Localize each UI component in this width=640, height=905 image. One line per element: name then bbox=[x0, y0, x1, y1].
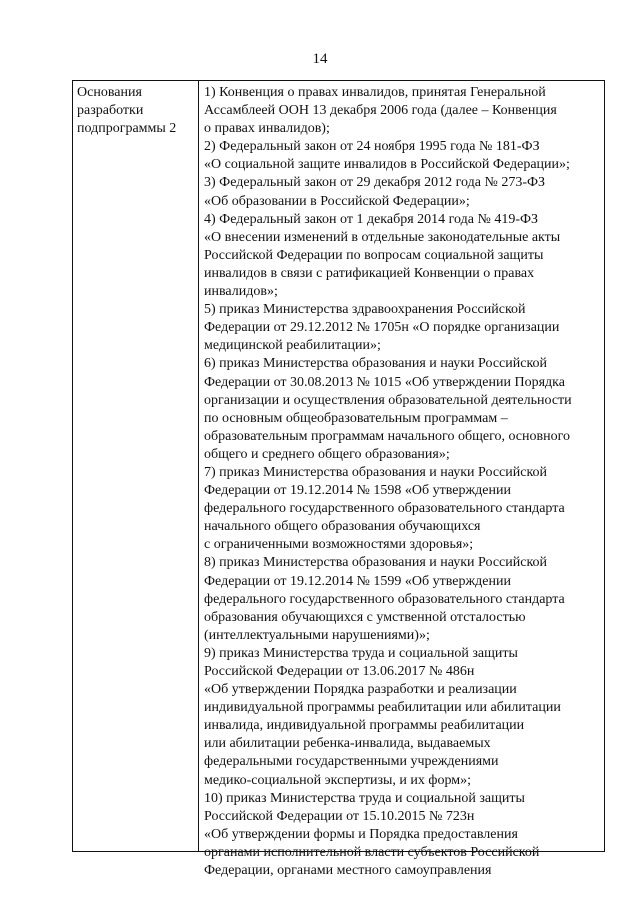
content-line: по основным общеобразовательным программам – bbox=[204, 410, 508, 426]
content-line: образования обучающихся с умственной отсталостью bbox=[204, 609, 526, 625]
content-line: Ассамблеей ООН 13 декабря 2006 года (далее – Конвенция bbox=[204, 103, 557, 119]
content-line: Федерации от 29.12.2012 № 1705н «О порядке организации bbox=[204, 320, 560, 336]
content-line: органами исполнительной власти субъектов Российской bbox=[204, 844, 540, 860]
content-line: 5) приказ Министерства здравоохранения Российской bbox=[204, 302, 526, 318]
content-line: индивидуальной программы реабилитации или абилитации bbox=[204, 700, 561, 716]
content-line: 3) Федеральный закон от 29 декабря 2012 года № 273-ФЗ bbox=[204, 175, 546, 191]
content-line: образовательным программам начального общего, основного bbox=[204, 428, 571, 444]
content-line: медицинской реабилитации»; bbox=[204, 338, 381, 354]
content-line: 7) приказ Министерства образования и науки Российской bbox=[204, 464, 548, 480]
content-line: Российской Федерации по вопросам социальной защиты bbox=[204, 247, 544, 263]
content-line: «О внесении изменений в отдельные законодательные акты bbox=[204, 229, 561, 245]
content-line: начального общего образования обучающихся bbox=[204, 519, 481, 535]
content-line: «Об образовании в Российской Федерации»; bbox=[204, 193, 470, 209]
content-line: 1) Конвенция о правах инвалидов, принятая Генеральной bbox=[204, 85, 546, 100]
content-line: федерального государственного образовательного стандарта bbox=[204, 591, 565, 607]
content-line: Федерации от 30.08.2013 № 1015 «Об утверждении Порядка bbox=[204, 374, 565, 390]
content-line: инвалида, индивидуальной программы реабилитации bbox=[204, 718, 525, 734]
content-line: (интеллектуальными нарушениями)»; bbox=[204, 627, 430, 643]
content-line: инвалидов»; bbox=[204, 284, 278, 300]
label-line: Основания bbox=[77, 85, 142, 100]
content-line: федеральными государственными учреждениями bbox=[204, 754, 499, 770]
content-line: о правах инвалидов); bbox=[204, 121, 330, 137]
content-line: Российской Федерации от 13.06.2017 № 486н bbox=[204, 664, 475, 679]
label-line: подпрограммы 2 bbox=[77, 121, 177, 136]
content-line: 4) Федеральный закон от 1 декабря 2014 года № 419-ФЗ bbox=[204, 211, 539, 227]
content-line: «О социальной защите инвалидов в Российской Федерации»; bbox=[204, 157, 570, 173]
content-line: Федерации, органами местного самоуправления bbox=[204, 863, 492, 879]
content-line: Федерации от 19.12.2014 № 1599 «Об утверждении bbox=[204, 573, 511, 589]
content-line: федерального государственного образовательного стандарта bbox=[204, 501, 565, 517]
content-line: 9) приказ Министерства труда и социальной защиты bbox=[204, 645, 518, 661]
table-label-cell bbox=[73, 81, 199, 851]
document-table bbox=[72, 80, 605, 879]
content-line: или абилитации ребенка-инвалида, выдаваемых bbox=[204, 736, 491, 752]
content-line: медико-социальной экспертизы, и их форм»; bbox=[204, 772, 471, 788]
content-line: 2) Федеральный закон от 24 ноября 1995 года № 181-ФЗ bbox=[204, 139, 540, 155]
page-number: 14 bbox=[312, 51, 328, 67]
table-content-cell bbox=[199, 81, 604, 879]
content-line: 8) приказ Министерства образования и науки Российской bbox=[204, 555, 548, 571]
content-line: с ограниченными возможностями здоровья»; bbox=[204, 537, 474, 553]
content-line: 6) приказ Министерства образования и науки Российской bbox=[204, 356, 548, 372]
content-line: общего и среднего общего образования»; bbox=[204, 446, 450, 462]
content-line: организации и осуществления образовательной деятельности bbox=[204, 392, 572, 408]
content-line: инвалидов в связи с ратификацией Конвенции о правах bbox=[204, 265, 535, 281]
content-line: Федерации от 19.12.2014 № 1598 «Об утверждении bbox=[204, 483, 511, 499]
content-line: «Об утверждении формы и Порядка предоставления bbox=[204, 826, 518, 842]
content-line: Российской Федерации от 15.10.2015 № 723н bbox=[204, 808, 475, 824]
label-line: разработки bbox=[77, 103, 144, 118]
content-line: 10) приказ Министерства труда и социальной защиты bbox=[204, 790, 525, 806]
content-line: «Об утверждении Порядка разработки и реализации bbox=[204, 682, 517, 698]
